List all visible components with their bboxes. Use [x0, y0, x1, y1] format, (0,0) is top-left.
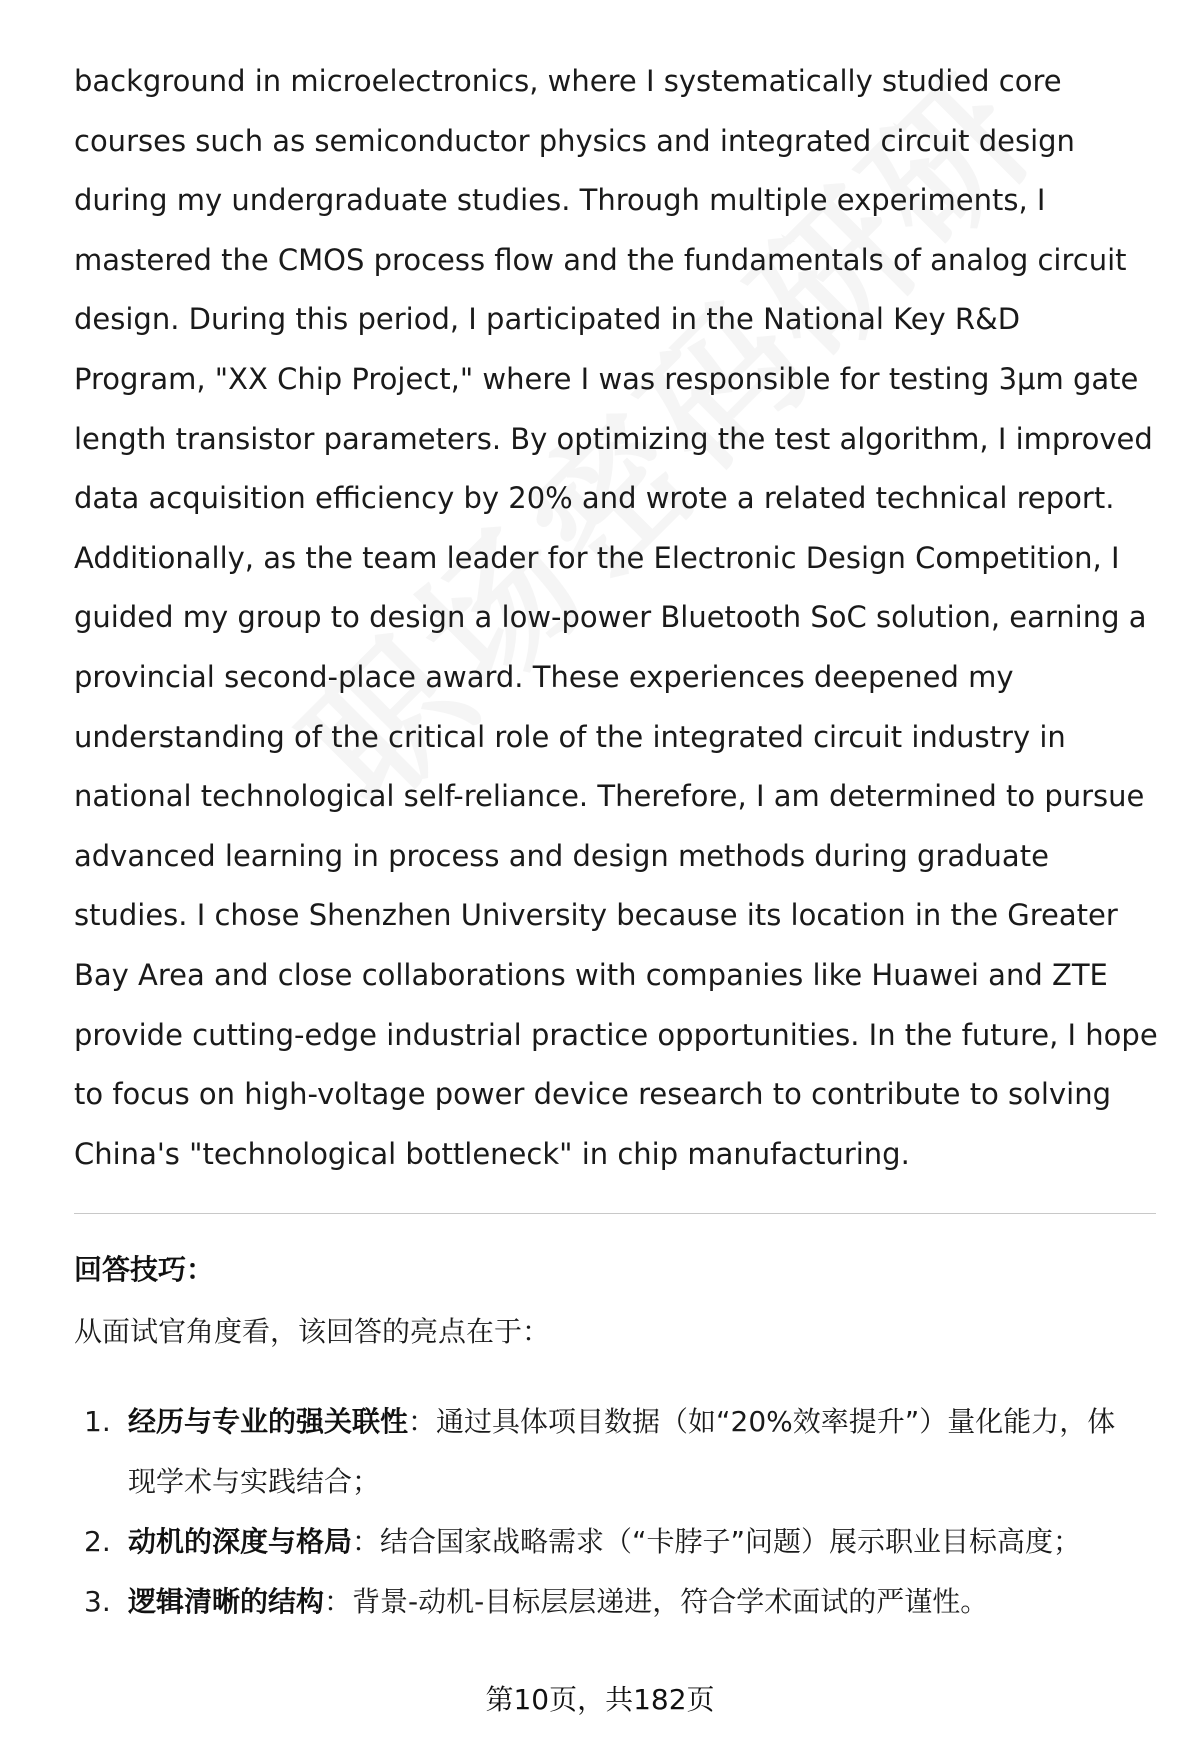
list-item-text: ：结合国家战略需求（“卡脖子”问题）展示职业目标高度； — [352, 1525, 1082, 1558]
list-item — [74, 1392, 1134, 1512]
tips-list — [74, 1392, 1134, 1632]
tips-heading: 回答技巧： — [74, 1253, 215, 1286]
list-item-text: ：背景-动机-目标层层递进，符合学术面试的严谨性。 — [324, 1585, 989, 1618]
section-divider — [74, 1213, 1156, 1214]
list-item-term: 逻辑清晰的结构 — [128, 1585, 325, 1618]
list-item — [74, 1512, 1134, 1572]
list-item-number: 1. — [84, 1405, 111, 1438]
list-item-text: ：通过具体项目数据（如“20%效率提升”）量化能力，体现学术与实践结合； — [128, 1405, 1116, 1498]
list-item-number: 3. — [84, 1585, 111, 1618]
page-number: 第10页，共182页 — [485, 1683, 715, 1716]
list-item-term: 经历与专业的强关联性 — [128, 1405, 409, 1438]
tips-intro: 从面试官角度看，该回答的亮点在于： — [74, 1315, 551, 1348]
body-paragraph: background in microelectronics, where I systematically studied core courses such as semiconductor physics and integrated circuit design during my undergraduate studies. Through multiple experiments, I mastered the CMOS process flow and the fundamentals of analog circuit design. During this period, I participated in the National Key R&D Program, "XX Chip Project," where I was responsible for testing 3μm gate length transistor parameters. By optimizing the test algorithm, I improved data acquisition efficiency by 20% and wrote a related technical report. Additionally, as the team leader for the Electronic Design Competition, I guided my group to design a low-power Bluetooth SoC solution, earning a provincial second-place award. These experiences deepened my understanding of the critical role of the integrated circuit industry in national technological self-reliance. Therefore, I am determined to pursue advanced learning in process and design methods during graduate studies. I chose Shenzhen University because its location in the Greater Bay Area and close collaborations with companies like Huawei and ZTE provide cutting-edge industrial practice opportunities. In the future, I hope to focus on high-voltage power device research to contribute to solving China's "technological bottleneck" in chip manufacturing. — [74, 64, 1158, 1171]
list-item-number: 2. — [84, 1525, 111, 1558]
list-item-term: 动机的深度与格局 — [128, 1525, 353, 1558]
list-item — [74, 1572, 1134, 1632]
